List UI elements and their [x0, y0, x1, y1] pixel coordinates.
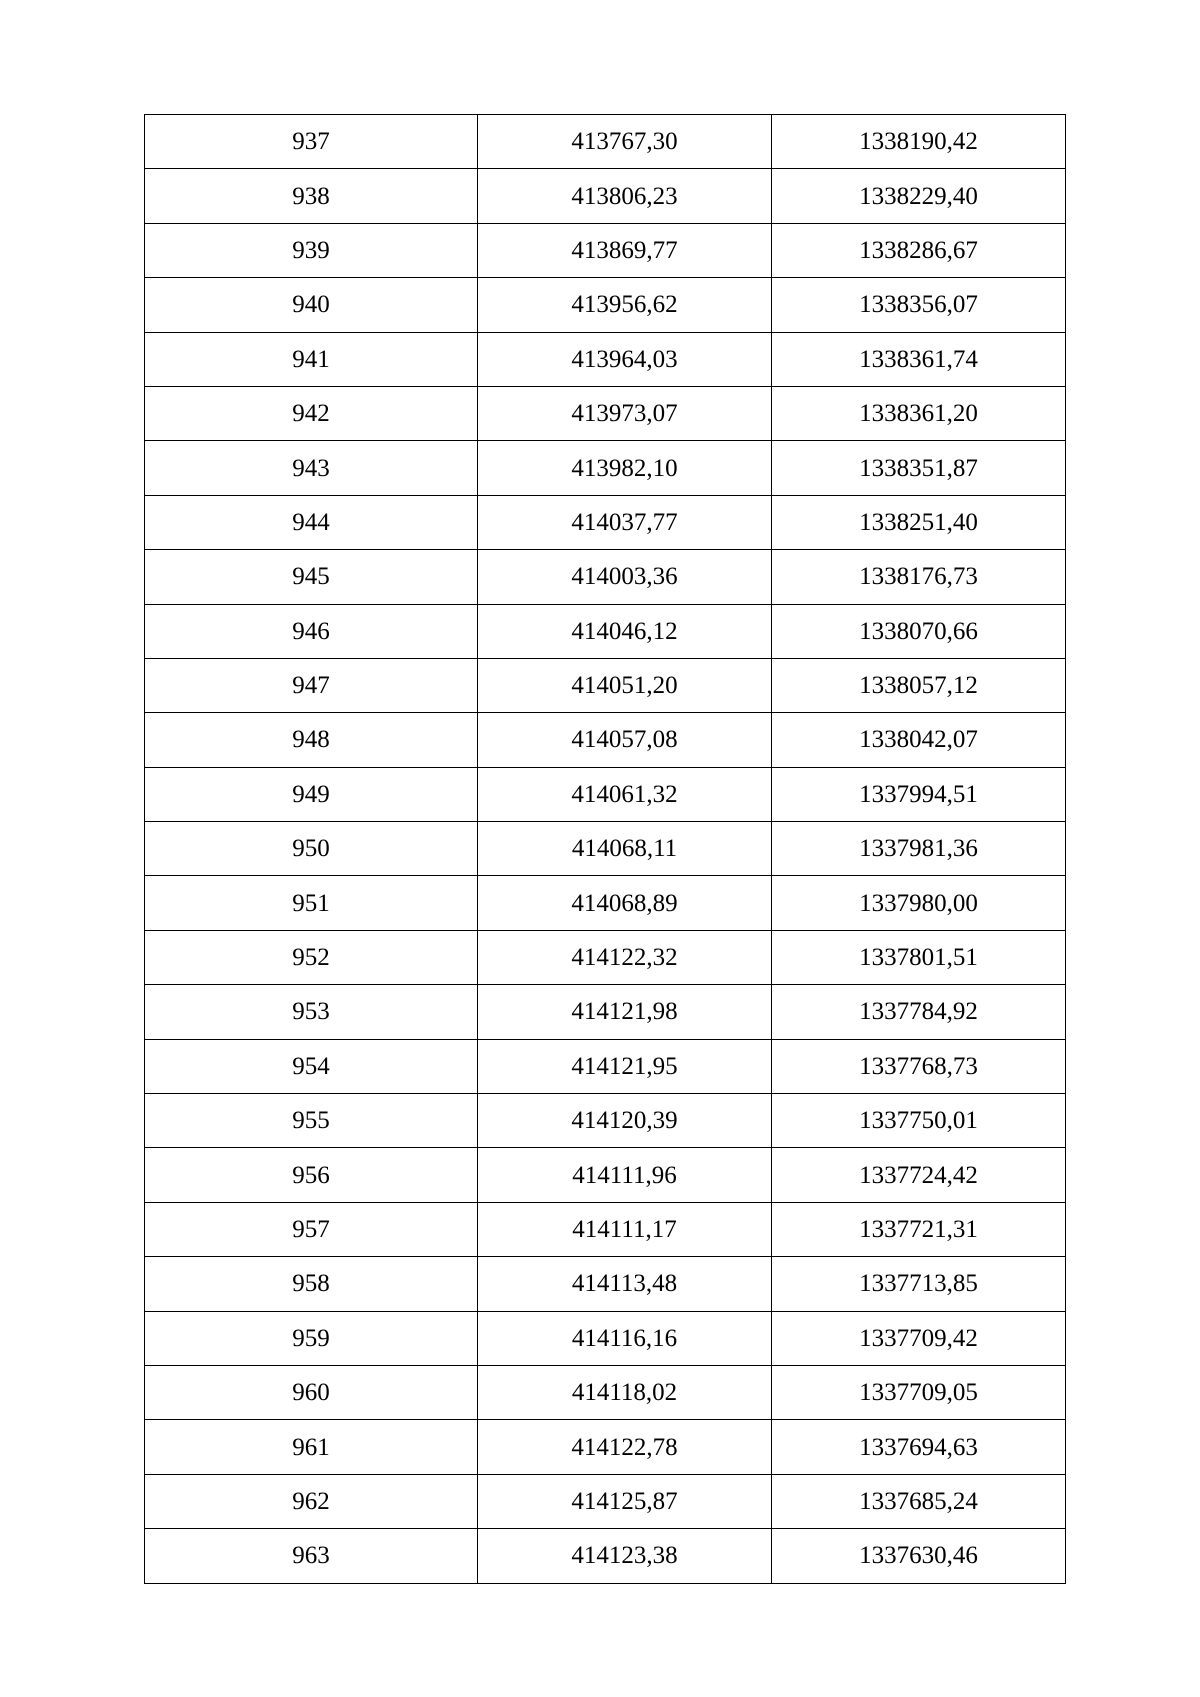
point-number-cell: 952	[145, 930, 478, 984]
table-row	[145, 985, 1066, 1039]
point-number-cell: 950	[145, 822, 478, 876]
point-number-cell: 937	[145, 115, 478, 169]
x-coordinate-cell: 414111,17	[478, 1202, 772, 1256]
table-row	[145, 332, 1066, 386]
table-row	[145, 386, 1066, 440]
x-coordinate-cell: 414125,87	[478, 1474, 772, 1528]
y-coordinate-cell: 1337801,51	[772, 930, 1066, 984]
x-coordinate-cell: 414111,96	[478, 1148, 772, 1202]
table-row	[145, 1529, 1066, 1583]
y-coordinate-cell: 1338042,07	[772, 713, 1066, 767]
point-number-cell: 961	[145, 1420, 478, 1474]
x-coordinate-cell: 414120,39	[478, 1094, 772, 1148]
point-number-cell: 958	[145, 1257, 478, 1311]
table-row	[145, 550, 1066, 604]
y-coordinate-cell: 1338356,07	[772, 278, 1066, 332]
y-coordinate-cell: 1338229,40	[772, 169, 1066, 223]
y-coordinate-cell: 1337709,42	[772, 1311, 1066, 1365]
x-coordinate-cell: 413982,10	[478, 441, 772, 495]
x-coordinate-cell: 413869,77	[478, 223, 772, 277]
table-row	[145, 1420, 1066, 1474]
y-coordinate-cell: 1337694,63	[772, 1420, 1066, 1474]
table-row	[145, 1148, 1066, 1202]
point-number-cell: 960	[145, 1365, 478, 1419]
table-row	[145, 767, 1066, 821]
point-number-cell: 955	[145, 1094, 478, 1148]
table-row	[145, 1365, 1066, 1419]
y-coordinate-cell: 1337709,05	[772, 1365, 1066, 1419]
y-coordinate-cell: 1337721,31	[772, 1202, 1066, 1256]
x-coordinate-cell: 414046,12	[478, 604, 772, 658]
point-number-cell: 943	[145, 441, 478, 495]
y-coordinate-cell: 1338351,87	[772, 441, 1066, 495]
x-coordinate-cell: 414061,32	[478, 767, 772, 821]
point-number-cell: 945	[145, 550, 478, 604]
table-row	[145, 1202, 1066, 1256]
y-coordinate-cell: 1337981,36	[772, 822, 1066, 876]
table-row	[145, 441, 1066, 495]
point-number-cell: 951	[145, 876, 478, 930]
coordinates-table	[144, 114, 1066, 1584]
x-coordinate-cell: 414121,95	[478, 1039, 772, 1093]
y-coordinate-cell: 1337724,42	[772, 1148, 1066, 1202]
y-coordinate-cell: 1337784,92	[772, 985, 1066, 1039]
table-row	[145, 223, 1066, 277]
x-coordinate-cell: 413767,30	[478, 115, 772, 169]
x-coordinate-cell: 414121,98	[478, 985, 772, 1039]
table-row	[145, 876, 1066, 930]
point-number-cell: 963	[145, 1529, 478, 1583]
table-row	[145, 1039, 1066, 1093]
y-coordinate-cell: 1338070,66	[772, 604, 1066, 658]
point-number-cell: 953	[145, 985, 478, 1039]
x-coordinate-cell: 414113,48	[478, 1257, 772, 1311]
x-coordinate-cell: 414003,36	[478, 550, 772, 604]
x-coordinate-cell: 414037,77	[478, 495, 772, 549]
y-coordinate-cell: 1337994,51	[772, 767, 1066, 821]
y-coordinate-cell: 1338190,42	[772, 115, 1066, 169]
point-number-cell: 954	[145, 1039, 478, 1093]
table-row	[145, 822, 1066, 876]
y-coordinate-cell: 1338361,20	[772, 386, 1066, 440]
table-row	[145, 1257, 1066, 1311]
x-coordinate-cell: 414123,38	[478, 1529, 772, 1583]
y-coordinate-cell: 1338286,67	[772, 223, 1066, 277]
y-coordinate-cell: 1337685,24	[772, 1474, 1066, 1528]
x-coordinate-cell: 413806,23	[478, 169, 772, 223]
y-coordinate-cell: 1338057,12	[772, 658, 1066, 712]
coordinates-table-body	[145, 115, 1066, 1584]
table-row	[145, 930, 1066, 984]
y-coordinate-cell: 1338251,40	[772, 495, 1066, 549]
x-coordinate-cell: 413956,62	[478, 278, 772, 332]
point-number-cell: 956	[145, 1148, 478, 1202]
point-number-cell: 941	[145, 332, 478, 386]
table-row	[145, 495, 1066, 549]
y-coordinate-cell: 1338176,73	[772, 550, 1066, 604]
x-coordinate-cell: 414116,16	[478, 1311, 772, 1365]
point-number-cell: 959	[145, 1311, 478, 1365]
table-row	[145, 604, 1066, 658]
y-coordinate-cell: 1337768,73	[772, 1039, 1066, 1093]
y-coordinate-cell: 1338361,74	[772, 332, 1066, 386]
point-number-cell: 938	[145, 169, 478, 223]
x-coordinate-cell: 413973,07	[478, 386, 772, 440]
x-coordinate-cell: 413964,03	[478, 332, 772, 386]
table-row	[145, 278, 1066, 332]
x-coordinate-cell: 414118,02	[478, 1365, 772, 1419]
table-row	[145, 1474, 1066, 1528]
y-coordinate-cell: 1337750,01	[772, 1094, 1066, 1148]
x-coordinate-cell: 414068,11	[478, 822, 772, 876]
point-number-cell: 946	[145, 604, 478, 658]
point-number-cell: 942	[145, 386, 478, 440]
point-number-cell: 948	[145, 713, 478, 767]
point-number-cell: 947	[145, 658, 478, 712]
y-coordinate-cell: 1337713,85	[772, 1257, 1066, 1311]
x-coordinate-cell: 414122,32	[478, 930, 772, 984]
point-number-cell: 939	[145, 223, 478, 277]
table-row	[145, 169, 1066, 223]
table-row	[145, 115, 1066, 169]
table-row	[145, 713, 1066, 767]
x-coordinate-cell: 414068,89	[478, 876, 772, 930]
x-coordinate-cell: 414057,08	[478, 713, 772, 767]
point-number-cell: 957	[145, 1202, 478, 1256]
x-coordinate-cell: 414122,78	[478, 1420, 772, 1474]
point-number-cell: 940	[145, 278, 478, 332]
point-number-cell: 949	[145, 767, 478, 821]
x-coordinate-cell: 414051,20	[478, 658, 772, 712]
table-row	[145, 1311, 1066, 1365]
point-number-cell: 944	[145, 495, 478, 549]
y-coordinate-cell: 1337980,00	[772, 876, 1066, 930]
point-number-cell: 962	[145, 1474, 478, 1528]
table-row	[145, 1094, 1066, 1148]
y-coordinate-cell: 1337630,46	[772, 1529, 1066, 1583]
table-row	[145, 658, 1066, 712]
